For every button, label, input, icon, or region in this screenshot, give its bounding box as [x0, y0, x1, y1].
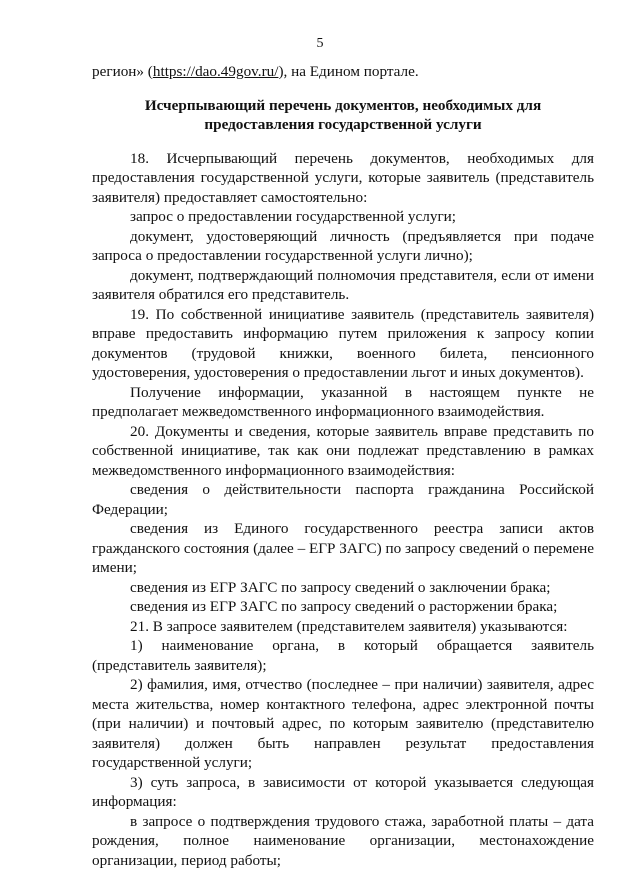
- section-heading: [92, 96, 594, 135]
- list-item-applicant-details: 2) фамилия, имя, отчество (последнее – при наличии) заявителя, адрес места жительства, номер контактного телефона, адрес электронной почты (при наличии) и почтовый адрес, по которым заявителю (представителю заявителя) должен быть направлен результат предоставления государственной услуги;: [92, 676, 594, 771]
- intro-line: [92, 62, 594, 82]
- list-item-identity-document: документ, удостоверяющий личность (предъявляется при подаче запроса о предоставлении государственной услуги лично);: [92, 227, 594, 264]
- paragraph-18: 18. Исчерпывающий перечень документов, необходимых для предоставления государственной услуги, которые заявитель (представитель заявителя) предоставляет самостоятельно:: [92, 149, 594, 206]
- intro-before: регион» (: [92, 63, 153, 80]
- intro-after: ), на Едином портале.: [278, 63, 419, 80]
- paragraph-20: 20. Документы и сведения, которые заявитель вправе представить по собственной инициативе, так как они подлежат представлению в рамках межведомственного информационного взаимодействия:: [92, 422, 594, 479]
- list-item-divorce: сведения из ЕГР ЗАГС по запросу сведений о расторжении брака;: [130, 598, 558, 615]
- list-item-marriage: сведения из ЕГР ЗАГС по запросу сведений о заключении брака;: [130, 578, 551, 596]
- list-item-request-essence: 3) суть запроса, в зависимости от которой указывается следующая информация:: [92, 773, 594, 810]
- list-item-representative-authority: документ, подтверждающий полномочия представителя, если от имени заявителя обратился его представитель.: [92, 266, 594, 303]
- page-number: 5: [316, 36, 324, 51]
- list-item-passport-validity: сведения о действительности паспорта гражданина Российской Федерации;: [92, 481, 594, 518]
- list-item-request: запрос о предоставлении государственной услуги;: [130, 208, 457, 225]
- paragraph-21: 21. В запросе заявителем (представителем заявителя) указываются:: [130, 617, 568, 635]
- list-item-work-experience: в запросе о подтверждения трудового стажа, заработной платы – дата рождения, полное наименование организации, местонахождение организации, период работы;: [92, 812, 594, 869]
- heading-line-1: Исчерпывающий перечень документов, необходимых для: [144, 96, 542, 114]
- heading-line-2: предоставления государственной услуги: [204, 116, 482, 133]
- paragraph-19-note: Получение информации, указанной в настоящем пункте не предполагает межведомственного информационного взаимодействия.: [92, 383, 594, 420]
- paragraph-19: 19. По собственной инициативе заявитель (представитель заявителя) вправе предоставить информацию путем приложения к запросу копии документов (трудовой книжки, военного билета, пенсионного удостоверения, удостоверения о предоставлении льгот и иных документов).: [92, 305, 594, 381]
- list-item-authority-name: 1) наименование органа, в который обращается заявитель (представитель заявителя);: [92, 637, 594, 674]
- document-body: [92, 62, 594, 870]
- list-item-name-change: сведения из Единого государственного реестра записи актов гражданского состояния (далее – ЕГР ЗАГС) по запросу сведений о перемене имени;: [92, 520, 594, 576]
- portal-link[interactable]: https://dao.49gov.ru/: [152, 63, 279, 80]
